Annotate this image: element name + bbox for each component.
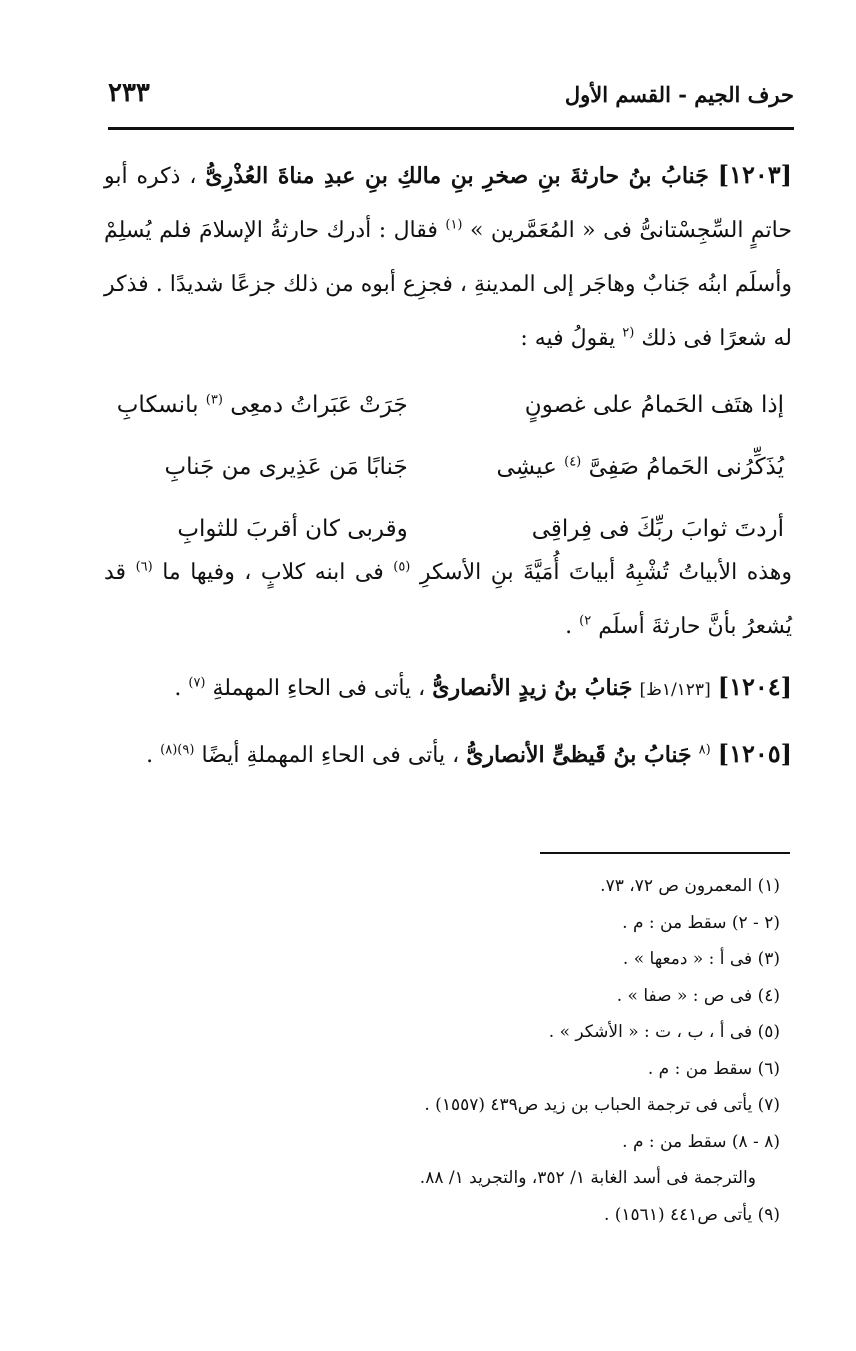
running-header — [108, 78, 794, 112]
entry-1205 — [104, 727, 792, 783]
footnote-ref: (١) — [445, 217, 463, 233]
verse-text: وقربى كان أقربَ للثوابِ — [177, 516, 408, 542]
verse-text: أردتَ ثوابَ ربِّكَ فى فِراقِى — [531, 516, 784, 542]
footnote-ref: (٥) — [393, 559, 411, 575]
entry-text: يقولُ فيه : — [520, 326, 616, 351]
entry-number: [١٢٠٤] — [717, 672, 792, 701]
entry-text: فقال : أدرك حارثةُ الإسلامَ فلم يُسلِمْ وأسلَم ابنُه جَنابٌ وهاجَر إلى المدينةِ ، فجزِع أبوه من ذلك جزعًا شديدًا . فذكر له شعرًا فى ذلك — [104, 218, 792, 351]
verse-text: جَنابًا مَن عَذِيرى من جَنابِ — [164, 454, 408, 480]
entry-name: جَنابُ بنُ حارثةَ بنِ صخرِ بنِ مالكِ بنِ عبدِ مناةَ العُذْرِىُّ — [205, 163, 709, 189]
verse-text: بانسكابِ — [116, 392, 199, 418]
entry-1203 — [104, 148, 792, 366]
footnote-ref: (٦) — [135, 559, 153, 575]
entry-text: ، يأتى فى الحاءِ المهملةِ أيضًا — [201, 743, 460, 768]
entry-name: جَنابُ بنُ قَيظىٍّ الأنصارىُّ — [466, 742, 692, 768]
footnote-ref: (٨ — [698, 742, 711, 758]
commentary-paragraph — [104, 546, 792, 654]
header-rule — [108, 127, 794, 130]
footnotes — [140, 868, 780, 1233]
verse-text: جَرَتْ عَبَراتُ دمعِى — [230, 392, 408, 418]
entry-text: ، يأتى فى الحاءِ المهملةِ — [212, 676, 426, 701]
footnote: (٤) فى ص : « صفا » . — [616, 985, 780, 1006]
commentary-text: . — [565, 614, 573, 639]
footnote: (٩) يأتى ص٤٤١ (١٥٦١) . — [603, 1204, 780, 1225]
footnote: (٦) سقط من : م . — [647, 1058, 780, 1079]
footnote-ref: (٧) — [188, 675, 206, 691]
footnote: (٧) يأتى فى ترجمة الحباب بن زيد ص٤٣٩ (١٥٥٧) . — [424, 1095, 780, 1115]
entry-text: ، ذكره أبو حاتمٍ السِّجِسْتانىُّ فى « المُعَمَّرين » — [104, 164, 792, 243]
verse-first-half — [435, 440, 784, 494]
verse-text: يُذَكِّرُنى الحَمامُ صَفِىَّ — [588, 454, 784, 480]
footnote: (٢ - ٢) سقط من : م . — [622, 912, 780, 933]
entry-text: . — [146, 743, 154, 768]
main-text — [104, 148, 792, 783]
verse-line — [112, 436, 784, 498]
footnote-rule — [540, 852, 790, 854]
footnote: (١) المعمرون ص ٧٢، ٧٣. — [600, 876, 780, 896]
footnote-ref: (٩)(٨) — [160, 742, 195, 758]
poem — [112, 374, 784, 560]
footnote: (٣) فى أ : « دمعها » . — [622, 949, 780, 969]
footnote-continuation: والترجمة فى أسد الغابة ١/ ٣٥٢، والتجريد ١/ ٨٨. — [419, 1168, 756, 1188]
verse-second-half — [112, 440, 408, 494]
footnote-ref: (٣) — [205, 392, 223, 408]
manuscript-reference: [١/١٢٣ظ] — [639, 680, 711, 700]
entry-number: [١٢٠٥] — [717, 739, 792, 768]
verse-first-half — [435, 378, 784, 432]
commentary-text: قد يُشعرُ بأنَّ حارثةَ أسلَم — [104, 560, 792, 639]
entry-name: جَنابُ بنُ زيدٍ الأنصارىُّ — [432, 675, 633, 701]
verse-line — [112, 374, 784, 436]
entry-text: . — [174, 676, 182, 701]
footnote: (٥) فى أ ، ب ، ت : « الأشكر » . — [548, 1022, 780, 1042]
verse-text: عيشِى — [496, 454, 557, 480]
commentary-text: وهذه الأبياتُ تُشْبِهُ أبياتَ أُمَيَّةَ بنِ الأسكرِ — [419, 560, 793, 585]
page-number: ٢٣٣ — [108, 78, 150, 108]
footnote-ref: (٢ — [622, 325, 635, 341]
commentary-text: فى ابنه كلابٍ ، وفيها ما — [162, 560, 384, 585]
footnote: (٨ - ٨) سقط من : م . — [622, 1131, 780, 1152]
footnote-ref: (٤) — [564, 454, 582, 470]
footnote-ref: ٢) — [579, 613, 592, 629]
verse-second-half — [112, 378, 408, 432]
entry-number: [١٢٠٣] — [717, 160, 792, 189]
verse-text: إذا هتَف الحَمامُ على غصونٍ — [524, 392, 784, 418]
entry-1204 — [104, 660, 792, 717]
running-title: حرف الجيم - القسم الأول — [564, 82, 794, 107]
